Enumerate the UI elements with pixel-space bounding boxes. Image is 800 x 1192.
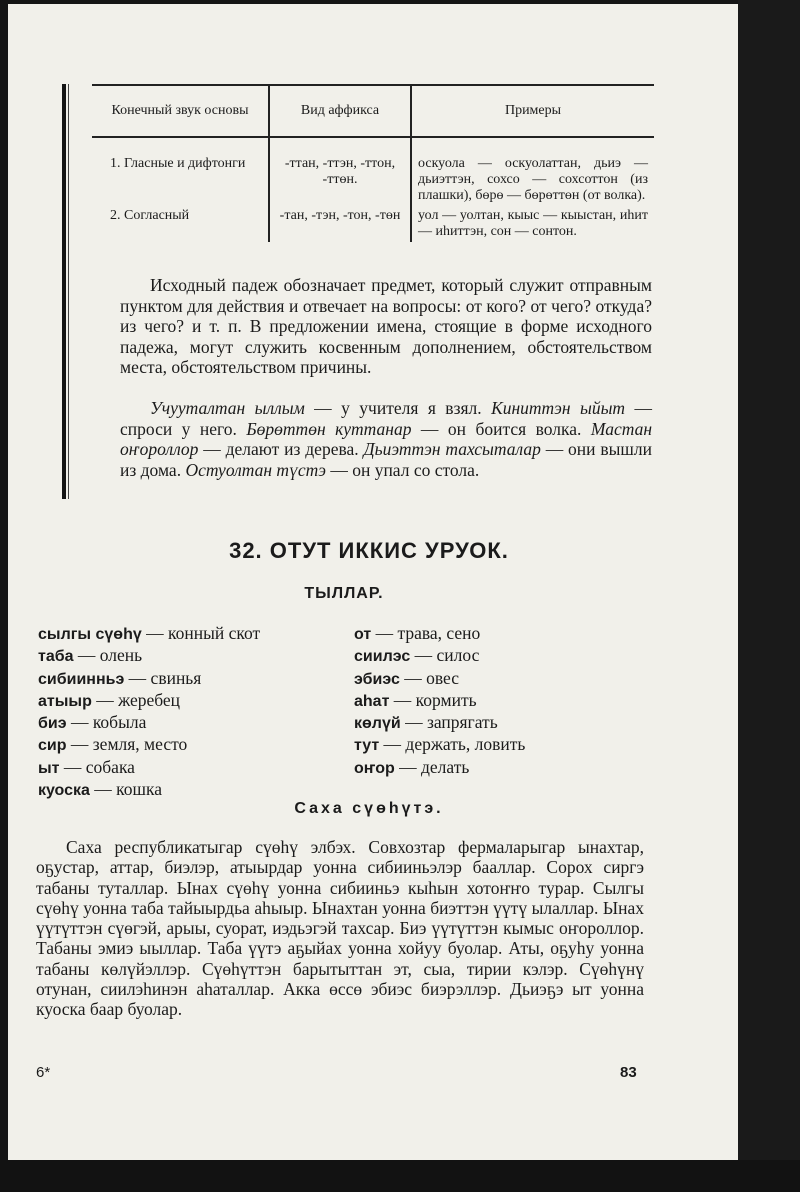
- vocab-word: эбиэс: [354, 670, 400, 688]
- example-saha: Мастан оҥороллор: [120, 418, 653, 459]
- vocab-word: оҥор: [354, 759, 395, 777]
- vocab-word: аһат: [354, 692, 390, 710]
- vocab-item: [38, 668, 260, 690]
- cell-sound: 2. Согласный: [92, 206, 269, 242]
- vocab-word: атыыр: [38, 692, 92, 710]
- example-translation: — делают из дерева.: [198, 439, 364, 459]
- vocab-gloss: — олень: [73, 645, 143, 666]
- vocabulary-column-right: [354, 623, 525, 779]
- scan-border-right: [738, 0, 800, 1192]
- vocab-gloss: — кошка: [89, 779, 162, 800]
- lesson-title: 32. ОТУТ ИККИС УРУОК.: [229, 538, 509, 563]
- cell-examples: оскуола — оскуолаттан, дьиэ — дьиэттэн, сохсо — сохсоттон (из плашки), бөрө — бөрөттөн (от волка).: [418, 156, 648, 203]
- vocab-item: [38, 645, 260, 667]
- vocab-word: биэ: [38, 715, 67, 733]
- margin-rule-thin: [68, 84, 69, 499]
- example-saha: Киниттэн ыйыт: [491, 398, 626, 418]
- vocab-word: ыт: [38, 759, 60, 777]
- example-translation: — он упал со стола.: [325, 459, 480, 480]
- vocab-gloss: — кобыла: [66, 712, 147, 733]
- vocab-item: [38, 779, 260, 801]
- vocab-gloss: — собака: [59, 756, 135, 777]
- vocab-item: [354, 712, 525, 734]
- example-saha: Остуолтан түстэ: [185, 459, 326, 480]
- vocab-word: сылгы сүөһү: [38, 626, 142, 643]
- vocab-word: көлүй: [354, 715, 401, 733]
- vocab-item: [354, 757, 525, 779]
- vocab-item: [354, 690, 525, 712]
- signature-mark: 6*: [36, 1064, 51, 1081]
- vocab-item: [354, 645, 525, 667]
- vocab-word: сиилэс: [354, 648, 411, 666]
- vocab-word: сир: [38, 737, 67, 755]
- cell-affix: -тан, -тэн, -тон, -төн: [269, 206, 411, 242]
- vocab-item: [354, 734, 525, 756]
- vocab-gloss: — земля, место: [66, 734, 188, 755]
- vocab-item: [38, 690, 260, 712]
- vocab-gloss: — овес: [399, 667, 460, 688]
- cell-sound: 1. Гласные и дифтонги: [92, 137, 269, 206]
- vocab-word: сибиинньэ: [38, 670, 125, 688]
- example-translation: — он боится волка.: [411, 418, 591, 439]
- vocab-word: от: [354, 626, 372, 643]
- example-saha: Учууталтан ыллым: [150, 398, 305, 418]
- header-affix-type: Вид аффикса: [269, 85, 411, 137]
- vocabulary-column-left: [38, 623, 260, 801]
- vocab-gloss: — свинья: [124, 667, 202, 688]
- vocab-gloss: — делать: [394, 756, 470, 777]
- margin-rule: [62, 84, 66, 499]
- vocab-item: [38, 712, 260, 734]
- vocabulary-heading: ТЫЛЛАР.: [304, 585, 384, 602]
- header-examples: Примеры: [411, 85, 654, 137]
- header-ending-sound: Конечный звук основы: [92, 85, 269, 137]
- vocab-word: тут: [354, 737, 380, 755]
- example-translation: — они вышли из дома.: [120, 439, 652, 480]
- vocab-item: [354, 668, 525, 690]
- cell-examples: уол — уолтан, кыыс — кыыстан, иһит — иһиттэн, сон — сонтон.: [418, 208, 648, 239]
- vocab-item: [38, 734, 260, 756]
- table-row: [92, 206, 654, 242]
- cell-affix: -ттан, -ттэн, -ттон, -ттөн.: [269, 137, 411, 206]
- example-translation: — спроси у него.: [120, 398, 653, 439]
- scan-border-bottom: [0, 1160, 800, 1192]
- vocab-gloss: — силос: [410, 645, 480, 666]
- table-row: [92, 137, 654, 206]
- story-text: Саха республикатыгар сүөһү элбэх. Совхозтар фермаларыгар ынахтар, оҕустар, аттар, биэлэр, атыырдар уонна сибииньэлэр бааллар. Сорох сиргэ табаны туталлар. Ынах сүөһү уонна сибииньэ кыһын хотоҥҥо турар. Сылгы сүөһү уонна таба тайыырдьа аһыыр. Ынахтан уонна биэттэн үүтү ылаллар. Ынах үүтүттэн сүөгэй, арыы, суорат, иэдьэгэй тахсар. Биэ үүтүттэн кымыс оҥороллор. Табаны эмиэ ыыллар. Таба үүтэ аҕыйах уонна хойуу буолар. Аты, оҕуһу уонна табаны көлүйэллэр. Сүөһүттэн барытыттан эт, сыа, тирии кэлэр. Сүөһүнү отунан, сиилэһинэн аһаталлар. Акка өссө эбиэс биэрэллэр. Дьиэҕэ ыт уонна куоска баар буолар.: [36, 837, 644, 1020]
- ablative-case-explanation: Исходный падеж обозначает предмет, который служит отправным пунктом для действия и отвечает на вопросы: от кого? от чего? откуда? из чего? и т. п. В предложении имена, стоящие в форме исходного падежа, могут служить косвенным дополнением, обстоятельством места, обстоятельством причины.: [120, 275, 652, 377]
- vocab-word: таба: [38, 648, 74, 666]
- vocab-gloss: — держать, ловить: [379, 734, 526, 755]
- vocab-gloss: — запрягать: [400, 712, 498, 733]
- vocab-item: [354, 623, 525, 645]
- page-number: 83: [620, 1064, 637, 1081]
- example-translation: — у учителя я взял.: [304, 398, 492, 418]
- vocab-item: [38, 623, 260, 645]
- example-saha: Дьиэттэн тахсыталар: [363, 439, 541, 459]
- vocab-gloss: — конный скот: [141, 623, 261, 643]
- vocab-item: [38, 757, 260, 779]
- table-header-row: [92, 85, 654, 137]
- affix-table: [92, 84, 654, 242]
- example-saha: Бөрөттөн куттанар: [246, 418, 412, 439]
- vocab-gloss: — жеребец: [91, 689, 181, 710]
- vocab-gloss: — кормить: [389, 689, 477, 710]
- ablative-case-examples: [120, 398, 652, 480]
- vocab-word: куоска: [38, 782, 90, 800]
- story-title: Саха сүөһүтэ.: [294, 800, 444, 817]
- vocab-gloss: — трава, сено: [371, 623, 481, 643]
